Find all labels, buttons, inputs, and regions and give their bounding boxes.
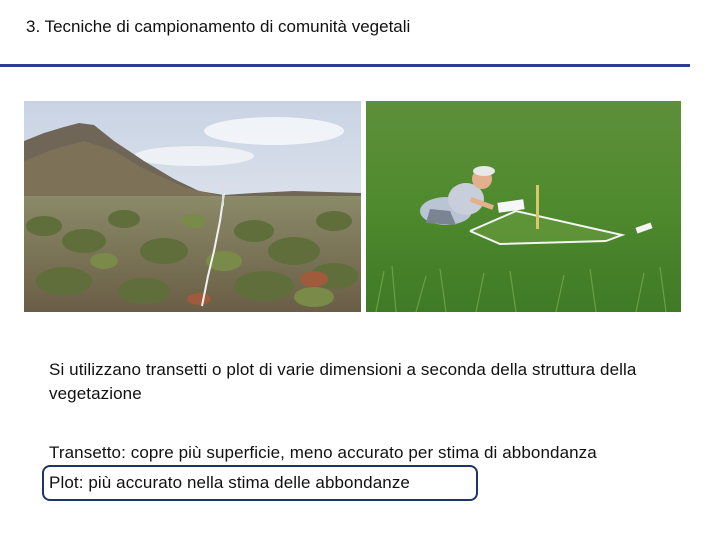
transect-paragraph: Transetto: copre più superficie, meno accurato per stima di abbondanza <box>49 443 597 462</box>
transect-photo <box>24 101 361 312</box>
title-divider <box>0 64 690 67</box>
plot-photo <box>366 101 681 312</box>
plot-paragraph: Plot: più accurato nella stima delle abbondanze <box>49 473 410 492</box>
slide-title: 3. Tecniche di campionamento di comunità vegetali <box>26 17 411 36</box>
intro-paragraph: Si utilizzano transetti o plot di varie dimensioni a seconda della struttura della vegetazione <box>49 360 637 403</box>
